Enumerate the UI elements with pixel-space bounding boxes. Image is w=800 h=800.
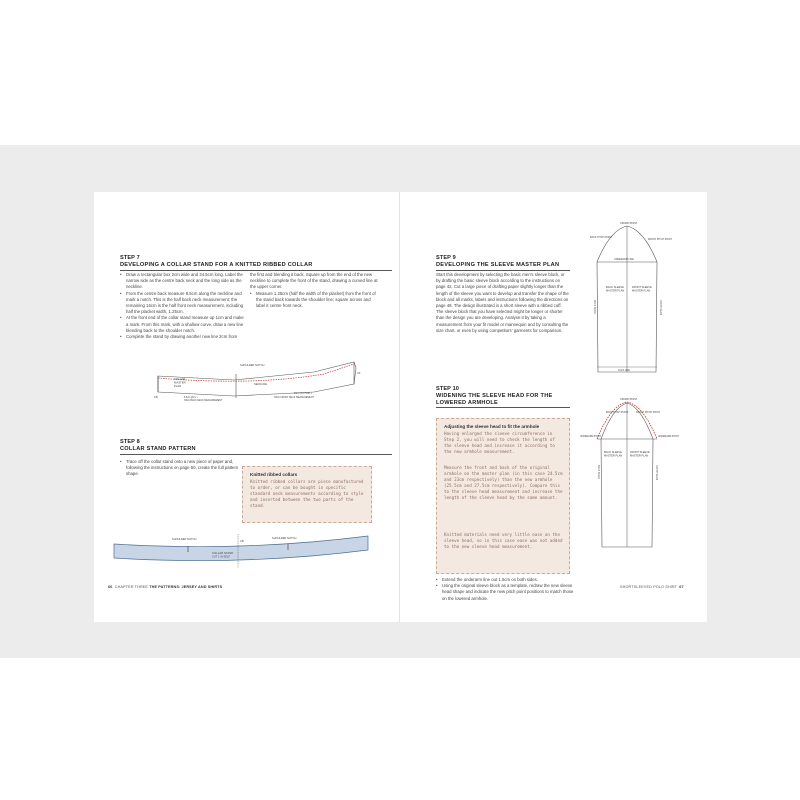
front-sleeve-label-1: FRONT SLEEVE [630, 451, 650, 454]
left-page [94, 192, 401, 622]
step10-rule [436, 407, 570, 408]
step7-number: STEP 7 [120, 255, 140, 261]
back-sleeve-label-2: MASTER PLAN [606, 289, 625, 293]
step8-bullets [120, 459, 244, 478]
step7-title: DEVELOPING A COLLAR STAND FOR A KNITTED RIBBED COLLAR [120, 262, 313, 268]
cb-label: CB [154, 396, 158, 399]
bullet-item: • Complete the stand by drawing another new line 2cm from [120, 334, 244, 340]
bullet-item: • Using the original sleeve block as a template, redraw the new sleeve head shape and indicate the new pitch point positions to match those on the lowered armhole. [436, 583, 576, 602]
tip-box-knitted-ribbed-collars [242, 466, 372, 523]
bullet-item: • Draw a rectangular box 2cm wide and 24.5cm long. Label the narrow side as the centre back neck and the long side as the neckline. [120, 272, 244, 291]
left-page-number: 66 [108, 585, 113, 589]
bullet-item: • Trace off the collar stand onto a new piece of paper and, following the instructions on page 50, create the full pattern shape. [120, 459, 244, 478]
right-footer [620, 585, 684, 589]
collar-stand-pattern-diagram [112, 530, 372, 570]
shoulder-notch-right-label: SHOULDER NOTCH [272, 537, 297, 540]
shoulder-notch-left-label: SHOULDER NOTCH [172, 538, 197, 541]
back-seam-label: BACK SEAM [593, 300, 595, 314]
back-seam-label: BACK SEAM [597, 465, 599, 479]
right-page [400, 192, 707, 622]
bullet-item: • At the front end of the collar stand measure up 1cm and make a mark. From this mark, with a shallow curve, draw a new line blending back to the shoulder notch. [120, 315, 244, 334]
front-sleeve-label-1: FRONT SLEEVE [632, 286, 652, 289]
back-sleeve-label-1: BACK SLEEVE [606, 286, 624, 289]
underarm-point-left-label: UNDERARM POINT [580, 436, 601, 438]
back-pitch-point-label: BACK PITCH POINT [590, 236, 613, 239]
step7-rule [120, 270, 392, 271]
step9-rule [436, 270, 570, 271]
step10-title: WIDENING THE SLEEVE HEAD FOR THE LOWERED ARMHOLE [436, 393, 553, 406]
step10-number: STEP 10 [436, 386, 459, 392]
back-sleeve-label-1: BACK SLEEVE [604, 451, 622, 454]
front-neck-label: HALF FRONT NECK MEASUREMENT [274, 397, 314, 399]
collar-stand-label-2: CUT 1 IN SELF [212, 555, 230, 559]
crown-point-label: CROWN POINT [620, 398, 638, 401]
front-seam-label: FRONT SEAM [659, 300, 661, 316]
front-sleeve-label-2: MASTER PLAN [630, 454, 649, 458]
step9-title: DEVELOPING THE SLEEVE MASTER PLAN [436, 262, 560, 268]
widened-sleeve-head-diagram [580, 397, 690, 557]
back-sleeve-label-2: MASTER PLAN [604, 454, 623, 458]
left-chapter-title: THE PATTERNS: JERSEY AND SHIRTS [149, 585, 223, 589]
tip-box-title: Adjusting the sleeve head to fit the armhole [444, 424, 540, 429]
front-pitch-point-label: FRONT PITCH POINT [636, 411, 660, 414]
step9-paragraph: Start this development by selecting the basic men's sleeve block, or by drafting the basic sleeve block according to the instructions on page 42. Cut a large piece of drafting paper slightly longer than the length of the sleeve you want to develop and transfer the shape of the block and all marks, labels and instructions following the directions on page 48. The design illustrated is a short sleeve with a ribbed cuff. The sleeve block that you have selected might be longer or shorter than the design you are developing. Analyse it by taking a measurement from your fit model or mannequin and by consulting the size chart, or even by using competitors' garments for comparison. [436, 272, 569, 333]
front-seam-label: FRONT SEAM [655, 465, 657, 481]
collar-label-1: COLLAR [174, 377, 186, 381]
tip-box-body-3: Knitted materials need very little ease on the sleeve head, so in this case ease was not added to the new sleeve head measurement. [444, 532, 563, 550]
bullet-item: • Measure 1.25cm (half the width of the placket) from the front of the stand back towards the shoulder line; square across and label it centre front neck. [250, 291, 380, 310]
bullet-continuation: the first and blending it back. Square up from the end of the new neckline to complete the front of the stand, drawing a curved line at the upper corner. [250, 272, 378, 290]
step8-number: STEP 8 [120, 439, 140, 445]
tip-box-sleeve-head [436, 418, 570, 574]
collar-stand-label-1: COLLAR STAND [212, 551, 234, 555]
collar-outline [158, 362, 356, 396]
left-chapter: CHAPTER THREE [114, 585, 149, 589]
step7-bullets-col1 [120, 272, 244, 340]
right-footer-title: SHORTSLEEVED POLO SHIRT [620, 585, 677, 589]
back-neck-label: HALF BACK NECK MEASUREMENT [184, 400, 223, 402]
collar-master-plan-diagram [154, 354, 384, 402]
back-pitch-point-label: BACK PITCH POINT [606, 411, 629, 414]
shoulder-notch-label: SHOULDER NOTCH [240, 364, 265, 367]
step8-rule [120, 454, 392, 455]
tip-box-body-2: Measure the front and back of the original armhole on the master plan (in this case 24.5cm and 23cm respectively) than the new armhole (25.5cm and 27.5cm respectively). Compare this to the sleeve head measurement and increase the length of the sleeve head by the same amount. [444, 465, 563, 501]
right-page-number: 67 [679, 585, 684, 589]
step9-number: STEP 9 [436, 255, 456, 261]
collar-label-3: PLAN [174, 384, 182, 388]
back-measure-label: 8.5cm (8cm + [184, 397, 198, 399]
crown-point-label: CROWN POINT [620, 222, 638, 225]
step10-bullets [436, 577, 576, 602]
front-pitch-point-label: FRONT PITCH POINT [648, 238, 672, 241]
tip-box-body: Knitted ribbed collars are piece manufactured to order, or can be bought in specific standard neck measurements according to style and inserted between the two parts of the stand. [250, 479, 364, 509]
neckline-label: NECKLINE [254, 383, 267, 386]
front-sleeve-label-2: MASTER PLAN [632, 289, 651, 293]
underarm-point-right-label: UNDERARM POINT [658, 436, 679, 438]
cuff-line-label: CUFF LINE [618, 370, 630, 372]
collar-stand-cb-label: CB [240, 540, 244, 543]
underarm-line-label: UNDERARM LINE [614, 258, 634, 261]
step8-title: COLLAR STAND PATTERN [120, 446, 196, 452]
collar-label-2: MASTER [174, 380, 186, 385]
left-footer [108, 585, 222, 589]
sleeve-master-plan-diagram [580, 220, 690, 380]
front-measure-label: 16cm (14.75cm + [294, 393, 312, 395]
bullet-item: • Extend the underarm line out 1.5cm on both sides. [436, 577, 576, 583]
cf-label: CF [357, 372, 361, 375]
tip-box-title: Knitted ribbed collars [250, 472, 298, 477]
step7-bullets-col2 [250, 272, 380, 309]
tip-box-body-1: Having enlarged the sleeve circumference in Step 2, you will need to check the length of the sleeve head and increase it according to the new armhole measurement. [444, 431, 555, 455]
bullet-item: • From the centre back measure 8.5cm along the neckline and mark a notch. This is the half back neck measurement; the remaining 16cm is the half front neck measurement, including half the placket width, 1.25cm. [120, 291, 244, 316]
